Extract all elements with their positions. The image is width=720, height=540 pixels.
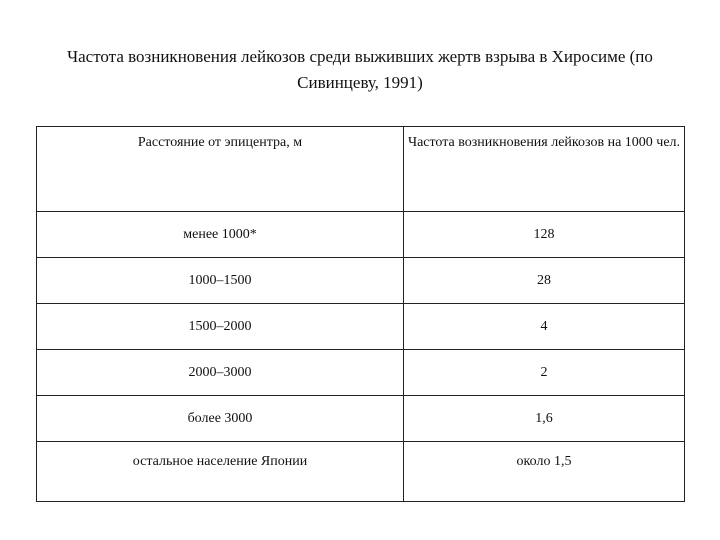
frequency-cell: 2: [404, 350, 685, 396]
table-row: [37, 350, 685, 396]
frequency-cell: 1,6: [404, 396, 685, 442]
page-title: Частота возникновения лейкозов среди выживших жертв взрыва в Хиросиме (по Сивинцеву, 1991): [67, 47, 653, 92]
table-row: [37, 258, 685, 304]
distance-cell: остальное население Японии: [37, 442, 404, 502]
frequency-cell: 28: [404, 258, 685, 304]
distance-cell: 1000–1500: [37, 258, 404, 304]
table-row: [37, 442, 685, 502]
table-header-row: [37, 127, 685, 212]
frequency-cell: 4: [404, 304, 685, 350]
distance-cell: менее 1000*: [37, 212, 404, 258]
table-row: [37, 396, 685, 442]
distance-cell: 1500–2000: [37, 304, 404, 350]
frequency-cell: около 1,5: [404, 442, 685, 502]
distance-cell: 2000–3000: [37, 350, 404, 396]
column-header-frequency: Частота возникновения лейкозов на 1000 чел.: [404, 127, 685, 212]
frequency-cell: 128: [404, 212, 685, 258]
table-row: [37, 304, 685, 350]
table-row: [37, 212, 685, 258]
distance-cell: более 3000: [37, 396, 404, 442]
leukemia-frequency-table: [36, 126, 685, 502]
column-header-distance: Расстояние от эпицентра, м: [37, 127, 404, 212]
